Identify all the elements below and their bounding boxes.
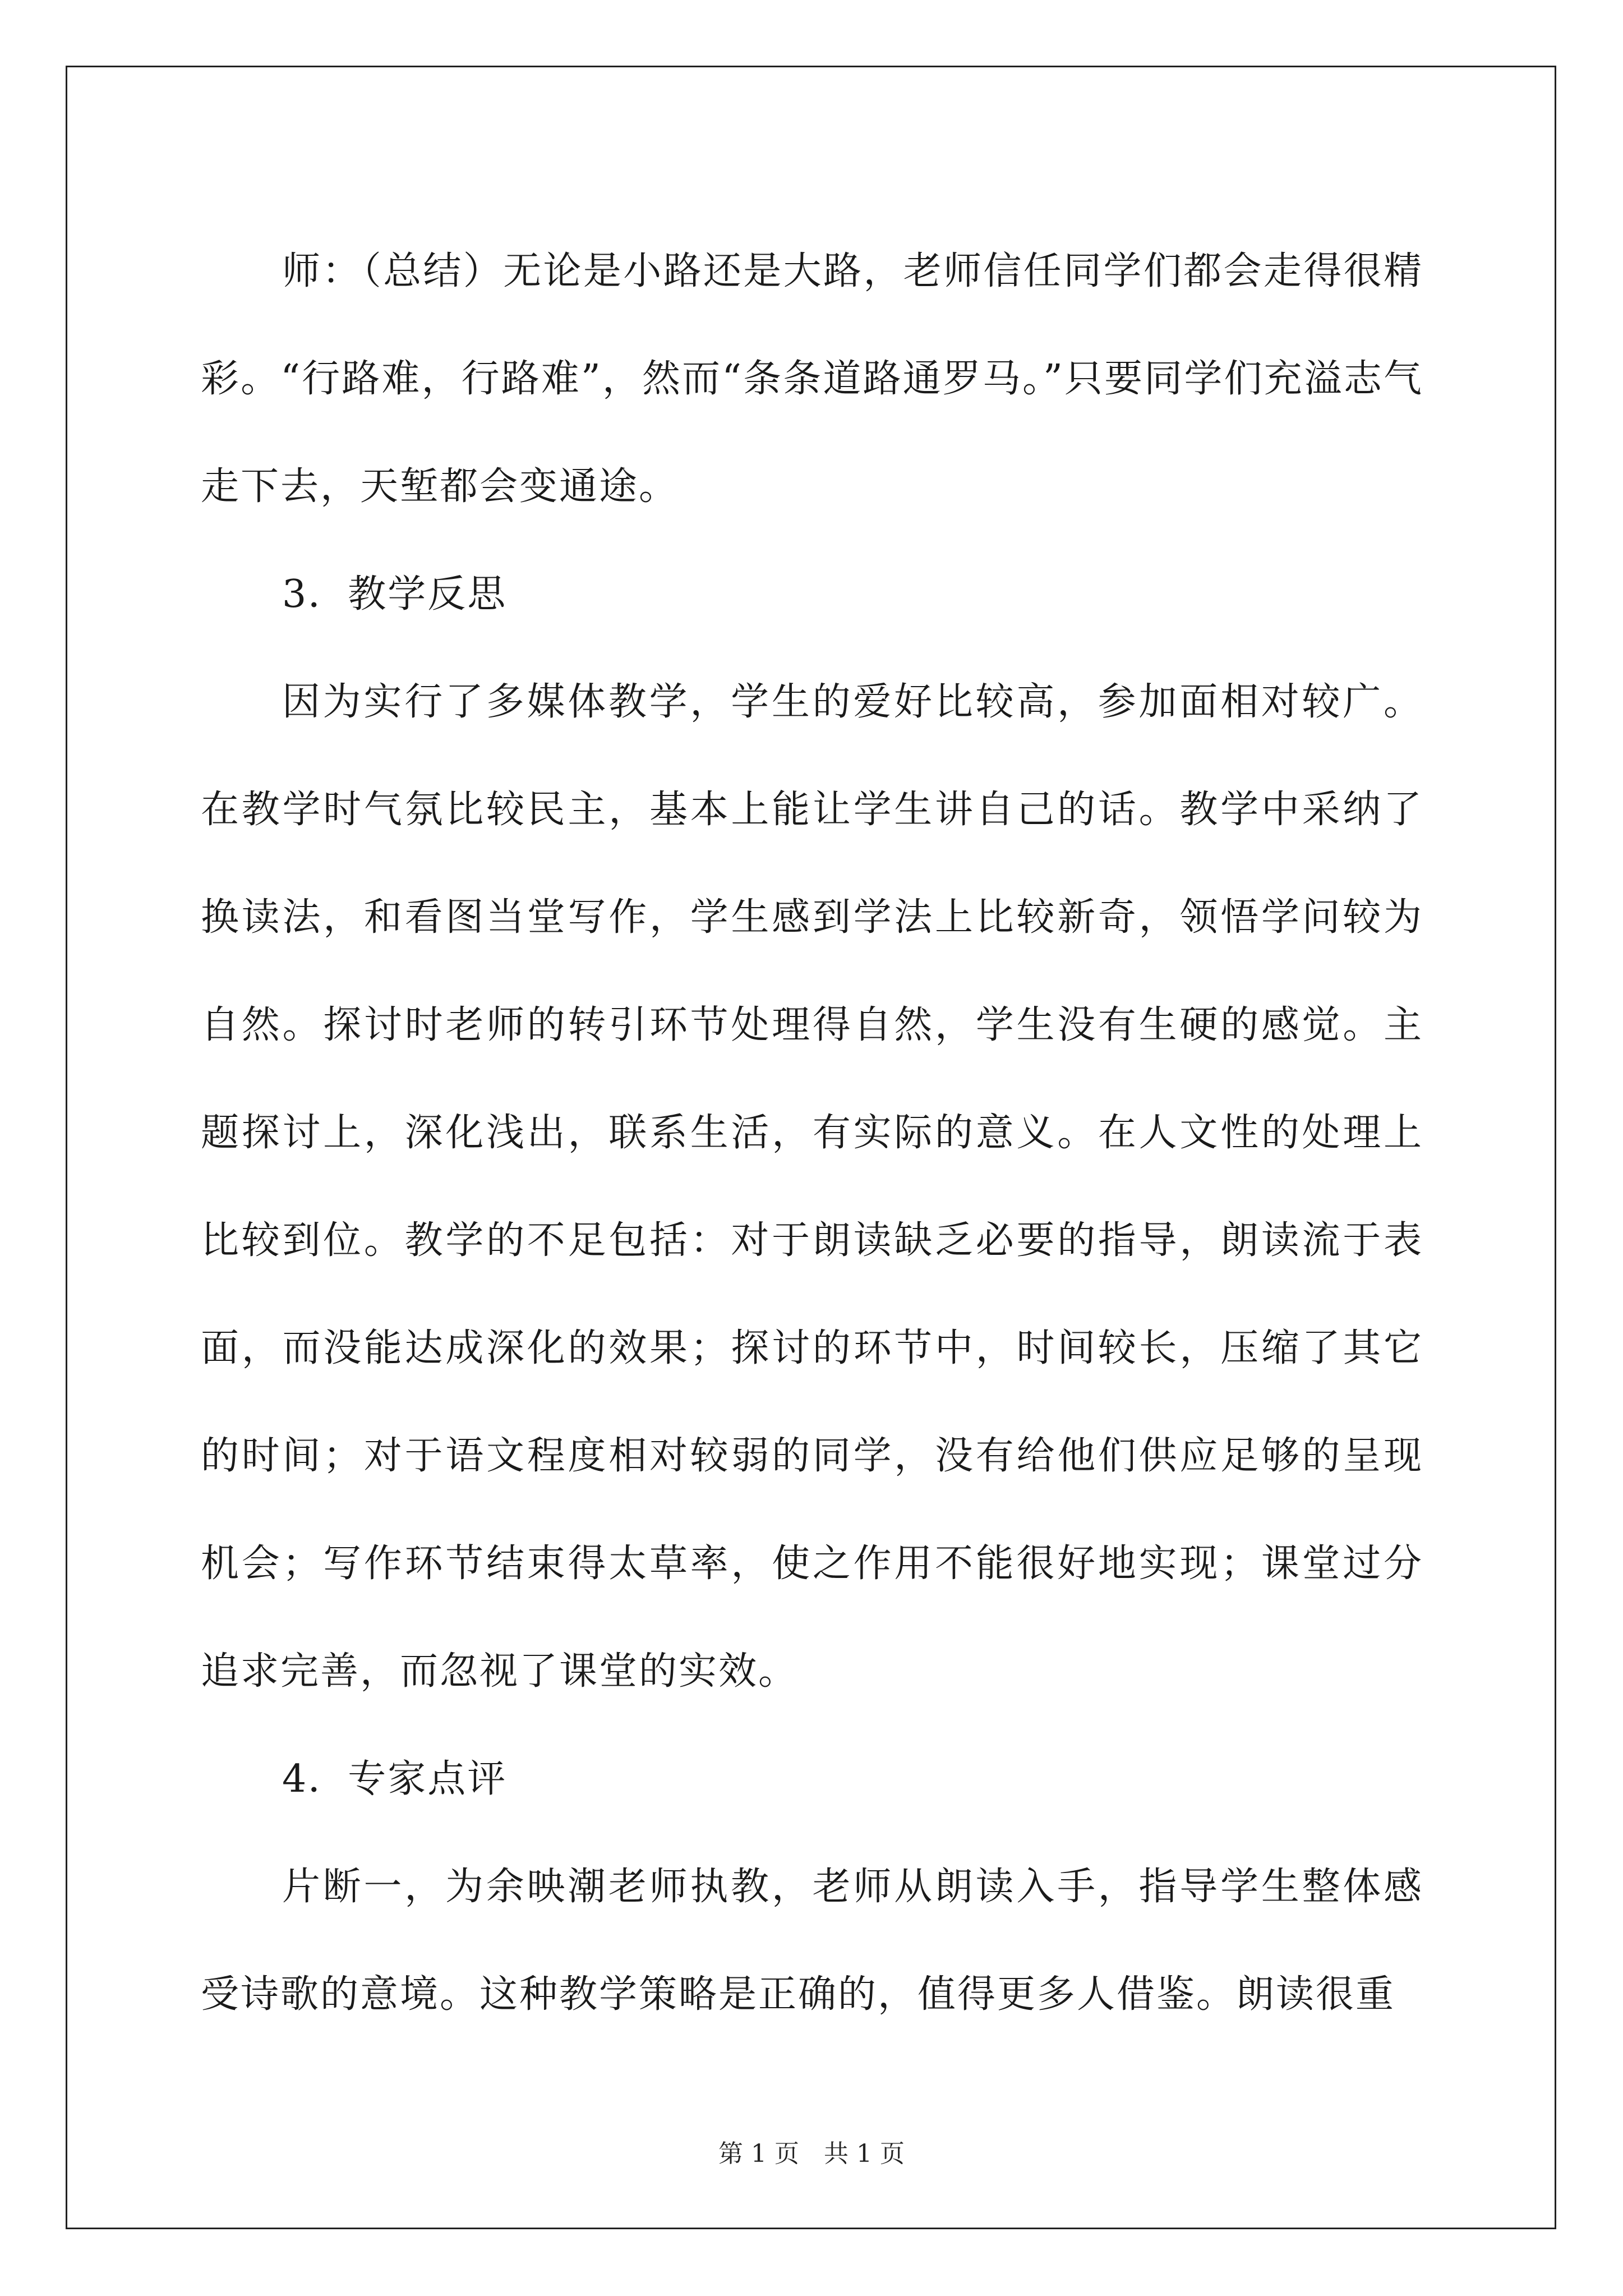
page-footer bbox=[0, 2137, 1623, 2171]
paragraph-teaching-reflection: 因为实行了多媒体教学，学生的爱好比较高，参加面相对较广。在教学时气氛比较民主，基本上能让学生讲自己的话。教学中采纳了换读法，和看图当堂写作，学生感到学法上比较新奇，领悟学问较为自然。探讨时老师的转引环节处理得自然，学生没有生硬的感觉。主题探讨上，深化浅出，联系生活，有实际的意义。在人文性的处理上比较到位。教学的不足包括：对于朗读缺乏必要的指导，朗读流于表面，而没能达成深化的效果；探讨的环节中，时间较长，压缩了其它的时间；对于语文程度相对较弱的同学，没有给他们供应足够的呈现机会；写作环节结束得太草率，使之作用不能很好地实现；课堂过分追求完善，而忽视了课堂的实效。 bbox=[201, 680, 1423, 1694]
paragraph-summary: 师：（总结）无论是小路还是大路，老师信任同学们都会走得很精彩。“行路难，行路难”，然而“条条道路通罗马。”只要同学们充溢志气走下去，天堑都会变通途。 bbox=[201, 249, 1423, 509]
section-heading-teaching-reflection: 3．教学反思 bbox=[282, 572, 508, 616]
section-heading-expert-review: 4．专家点评 bbox=[282, 1757, 508, 1801]
page-number: 第 1 页 共 1 页 bbox=[718, 2139, 905, 2168]
document-body bbox=[201, 218, 1423, 2049]
paragraph-expert-review: 片断一，为余映潮老师执教，老师从朗读入手，指导学生整体感受诗歌的意境。这种教学策略是正确的，值得更多人借鉴。朗读很重 bbox=[201, 1865, 1423, 2017]
